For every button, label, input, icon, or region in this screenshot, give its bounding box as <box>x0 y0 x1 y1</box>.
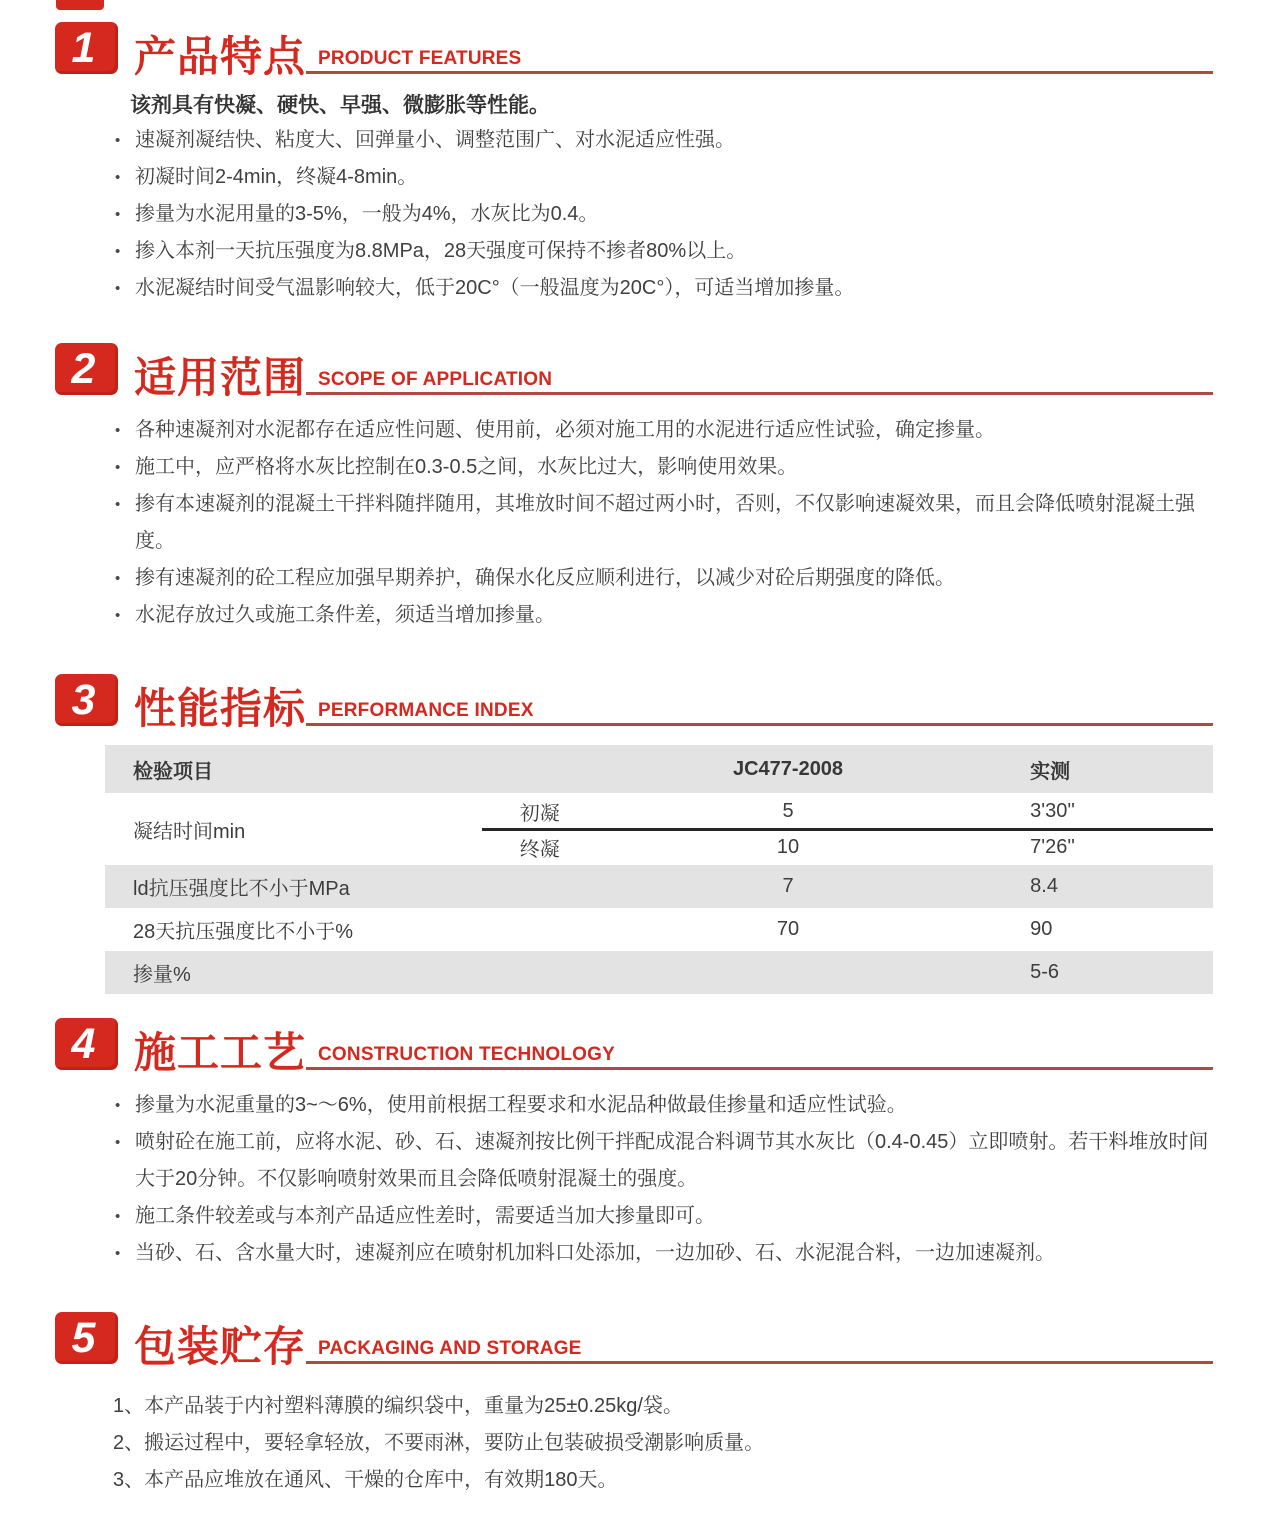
bullet-item: • 掺有本速凝剂的混凝土干拌料随拌随用，其堆放时间不超过两小时，否则，不仅影响速凝效果，而且会降低喷射混凝土强度。 <box>113 486 1213 560</box>
bullet-item: • 初凝时间2-4min，终凝4-8min。 <box>113 159 1213 196</box>
table-cell-measured: 7'26'' <box>1030 835 1075 858</box>
section-number: 1 <box>71 23 96 72</box>
table-cell-standard: 7 <box>782 875 794 897</box>
bullet-item: • 掺量为水泥用量的3-5%，一般为4%，水灰比为0.4。 <box>113 196 1213 233</box>
section-performance-index <box>0 674 1280 994</box>
section-underline <box>306 1312 1213 1364</box>
section-scope-of-application <box>0 343 1280 634</box>
section-header <box>55 674 1213 732</box>
bullet-item: • 喷射砼在施工前，应将水泥、砂、石、速凝剂按比例干拌配成混合料调节其水灰比（0.4-0.45）立即喷射。若干料堆放时间大于20分钟。不仅影响喷射效果而且会降低喷射混凝土的强度。 <box>113 1124 1213 1198</box>
table-row <box>105 865 1213 908</box>
bullet-list <box>113 412 1213 634</box>
table-divider-line <box>482 828 1213 831</box>
bullet-item: • 掺量为水泥重量的3~～6%，使用前根据工程要求和水泥品种做最佳掺量和适应性试验。 <box>113 1087 1213 1124</box>
section-underline <box>306 1018 1213 1070</box>
section-underline <box>306 22 1213 74</box>
table-cell-sub: 终凝 <box>519 838 560 861</box>
table-group-label: 凝结时间min <box>133 820 246 843</box>
section-number-badge <box>55 22 118 74</box>
section-title-zh: 产品特点 <box>134 33 307 80</box>
table-cell-item: 掺量% <box>133 964 191 986</box>
bullet-item: • 速凝剂凝结快、粘度大、回弹量小、调整范围广、对水泥适应性强。 <box>113 122 1213 159</box>
section-number-badge <box>55 674 118 726</box>
section-underline <box>306 674 1213 726</box>
bullet-item: • 水泥存放过久或施工条件差，须适当增加掺量。 <box>113 597 1213 634</box>
section-title-en: CONSTRUCTION TECHNOLOGY <box>318 1044 616 1065</box>
table-header-item: 检验项目 <box>133 760 213 783</box>
intro-text: 该剂具有快凝、硬快、早强、微膨胀等性能。 <box>130 94 550 117</box>
section-number: 4 <box>71 1019 96 1068</box>
section-construction-technology <box>0 1018 1280 1272</box>
section-number-badge <box>55 1312 118 1364</box>
section-title-en: PERFORMANCE INDEX <box>318 700 534 721</box>
section-title-zh: 性能指标 <box>134 685 307 732</box>
numbered-list <box>113 1388 1213 1499</box>
section-packaging-and-storage <box>0 1312 1280 1499</box>
table-row <box>105 951 1213 994</box>
section-title-zh: 适用范围 <box>134 354 307 401</box>
section-number-badge <box>55 343 118 395</box>
bullet-item: • 当砂、石、含水量大时，速凝剂应在喷射机加料口处添加，一边加砂、石、水泥混合料，一边加速凝剂。 <box>113 1235 1213 1272</box>
bullet-item: • 施工条件较差或与本剂产品适应性差时，需要适当加大掺量即可。 <box>113 1198 1213 1235</box>
section-underline <box>306 343 1213 395</box>
section-title-zh: 包装贮存 <box>134 1323 307 1370</box>
numbered-item: 2、搬运过程中，要轻拿轻放，不要雨淋，要防止包装破损受潮影响质量。 <box>113 1432 765 1454</box>
bullet-item: • 掺有速凝剂的砼工程应加强早期养护，确保水化反应顺利进行，以减少对砼后期强度的降低。 <box>113 560 1213 597</box>
bullet-item: • 掺入本剂一天抗压强度为8.8MPa，28天强度可保持不掺者80%以上。 <box>113 233 1213 270</box>
section-number: 3 <box>71 675 96 724</box>
table-cell-measured: 3'30'' <box>1030 799 1075 822</box>
table-cell-measured: 8.4 <box>1030 875 1058 897</box>
section-title-zh: 施工工艺 <box>134 1029 307 1076</box>
table-cell-standard: 70 <box>776 918 800 940</box>
table-header-measured: 实测 <box>1030 760 1071 783</box>
table-cell-item: 28天抗压强度比不小于% <box>133 921 354 943</box>
bullet-list <box>113 1087 1213 1272</box>
section-header <box>55 1018 1213 1076</box>
section-title-en: PRODUCT FEATURES <box>318 48 522 69</box>
section-product-features <box>0 22 1280 307</box>
table-row <box>105 908 1213 951</box>
section-header <box>55 22 1213 80</box>
section-title-en: PACKAGING AND STORAGE <box>318 1338 582 1359</box>
table-group-setting-time <box>105 793 1213 865</box>
section-number-badge <box>55 1018 118 1070</box>
table-cell-measured: 90 <box>1030 918 1053 940</box>
section-header <box>55 343 1213 401</box>
section-header <box>55 1312 1213 1370</box>
table-cell-standard: 5 <box>782 799 794 822</box>
table-header-standard: JC477-2008 <box>732 757 844 780</box>
section-number: 5 <box>71 1313 96 1362</box>
top-edge-tab <box>56 0 104 10</box>
table-cell-sub: 初凝 <box>519 802 560 825</box>
section-number: 2 <box>71 344 96 393</box>
table-cell-standard: 10 <box>776 835 800 858</box>
bullet-item: • 水泥凝结时间受气温影响较大，低于20C°（一般温度为20C°），可适当增加掺量。 <box>113 270 1213 307</box>
section-title-en: SCOPE OF APPLICATION <box>318 369 553 390</box>
numbered-item: 3、本产品应堆放在通风、干燥的仓库中，有效期180天。 <box>113 1469 618 1491</box>
numbered-item: 1、本产品装于内衬塑料薄膜的编织袋中，重量为25±0.25kg/袋。 <box>113 1395 683 1417</box>
bullet-list <box>113 122 1213 307</box>
table-header-row <box>105 745 1213 793</box>
performance-table <box>105 745 1213 994</box>
bullet-item: • 各种速凝剂对水泥都存在适应性问题、使用前，必须对施工用的水泥进行适应性试验，确定掺量。 <box>113 412 1213 449</box>
bullet-item: • 施工中，应严格将水灰比控制在0.3-0.5之间，水灰比过大，影响使用效果。 <box>113 449 1213 486</box>
table-cell-measured: 5-6 <box>1030 961 1060 983</box>
table-cell-item: ld抗压强度比不小于MPa <box>133 878 350 900</box>
